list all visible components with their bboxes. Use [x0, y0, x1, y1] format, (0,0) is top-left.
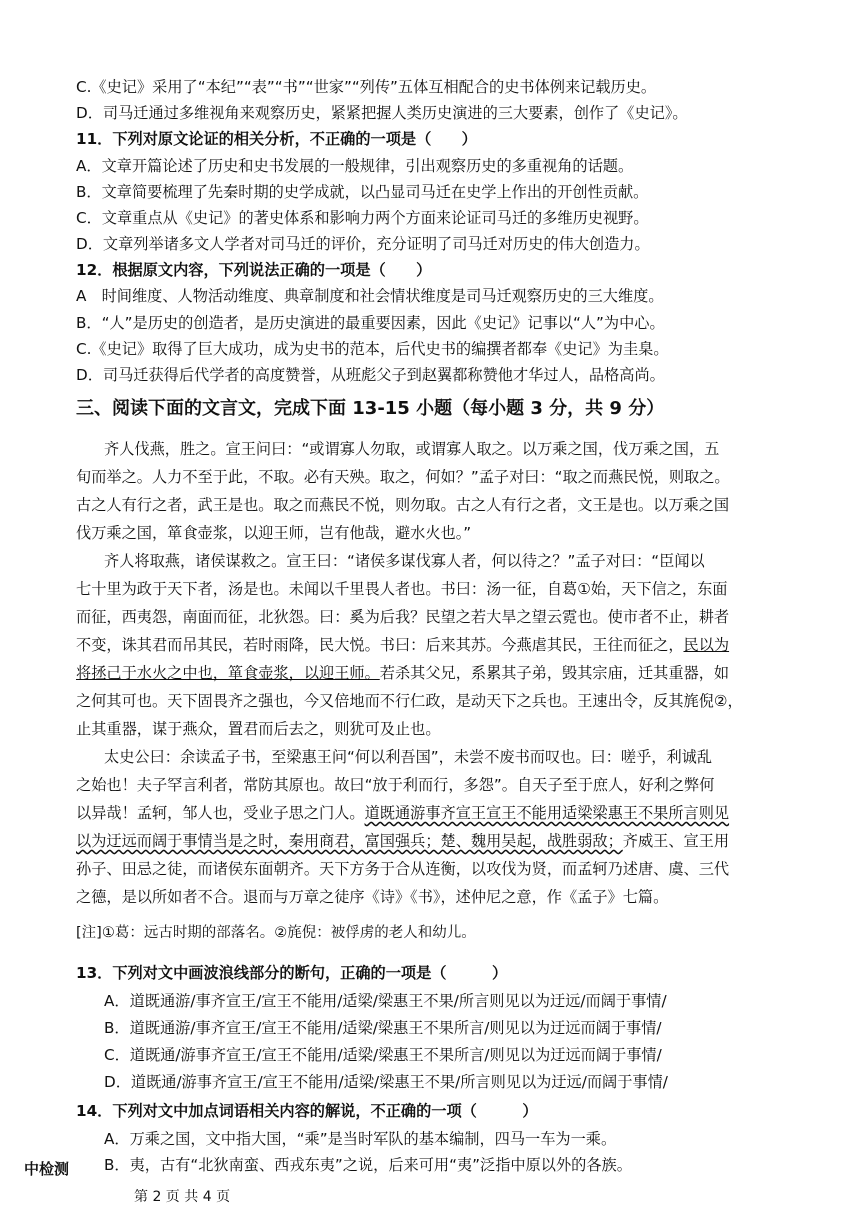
passage-line: 之始也！夫子罕言利者，常防其原也。故曰“放于利而行，多怨”。自天子至于庶人，好利之弊何 [76, 776, 715, 794]
passage-line: 之德，是以所如者不合。退而与万章之徒序《诗》《书》，述仲尼之意，作《孟子》七篇。 [76, 888, 669, 906]
wavy-underlined-text: 道既通游事齐宣王宣王不能用适梁梁惠王不果所言则见 [364, 804, 730, 822]
q10-option-c: C.《史记》采用了“本纪”“表”“书”“世家”“列传”五体互相配合的史书体例来记载历史。 [76, 78, 657, 96]
passage-line: 旬而举之。人力不至于此，不取。必有天殃。取之，何如？”孟子对曰：“取之而燕民悦，则取之。 [76, 468, 730, 486]
passage-line: 古之人有行之者，武王是也。取之而燕民不悦，则勿取。古之人有行之者，文王是也。以万乘之国 [76, 496, 730, 514]
passage-line [76, 660, 729, 686]
passage-line: 止其重器，谋于燕众，置君而后去之，则犹可及止也。 [76, 720, 441, 738]
passage-text: 齐威王、宣王用 [622, 832, 730, 850]
q11-option-a: A．文章开篇论述了历史和史书发展的一般规律，引出观察历史的多重视角的话题。 [76, 157, 634, 175]
section-heading: 三、阅读下面的文言文，完成下面 13-15 小题（每小题 3 分，共 9 分） [76, 398, 665, 419]
passage-line: 之何其可也。天下固畏齐之强也，今又倍地而不行仁政，是动天下之兵也。王速出令，反其旄倪②， [76, 692, 743, 710]
passage-line: 而征，西夷怨，南面而征，北狄怨。曰：奚为后我？民望之若大旱之望云霓也。使市者不止，耕者 [76, 608, 730, 626]
passage-line [76, 828, 729, 854]
q11-option-b: B．文章简要梳理了先秦时期的史学成就，以凸显司马迁在史学上作出的开创性贡献。 [76, 183, 649, 201]
q13-option-b: B．道既通游/事齐宣王/宣王不能用/适梁/梁惠王不果所言/则见以为迂远而阔于事情/ [104, 1019, 662, 1037]
q11-option-d: D．文章列举诸多文人学者对司马迁的评价，充分证明了司马迁对历史的伟大创造力。 [76, 235, 650, 253]
q11-stem: 11．下列对原文论证的相关分析，不正确的一项是（ ） [76, 130, 477, 148]
passage-text: 不变，诛其君而吊其民，若时雨降，民大悦。书曰：后来其苏。今燕虐其民，王往而征之， [76, 636, 684, 654]
q13-option-c: C．道既通/游事齐宣王/宣王不能用/适梁/梁惠王不果所言/则见以为迂远而阔于事情/ [104, 1046, 662, 1064]
passage-note: [注]①葛：远古时期的部落名。②旄倪：被俘虏的老人和幼儿。 [76, 925, 476, 941]
q10-option-d: D．司马迁通过多维视角来观察历史，紧紧把握人类历史演进的三大要素，创作了《史记》。 [76, 104, 688, 122]
passage-line: 孙子、田忌之徒，而诸侯东面朝齐。天下方务于合从连衡，以攻伐为贤，而孟轲乃述唐、虞、三代 [76, 860, 730, 878]
q12-stem: 12．根据原文内容，下列说法正确的一项是（ ） [76, 261, 432, 279]
q12-option-b: B．“人”是历史的创造者，是历史演进的最重要因素，因此《史记》记事以“人”为中心。 [76, 314, 665, 332]
q13-stem: 13．下列对文中画波浪线部分的断句，正确的一项是（ ） [76, 964, 508, 982]
underlined-text: 将拯己于水火之中也，箪食壶浆，以迎王师。 [76, 664, 380, 682]
q11-option-c: C．文章重点从《史记》的著史体系和影响力两个方面来论证司马迁的多维历史视野。 [76, 209, 649, 227]
q14-option-b: B．夷，古有“北狄南蛮、西戎东夷”之说，后来可用“夷”泛指中原以外的各族。 [104, 1156, 632, 1174]
q14-option-a: A．万乘之国，文中指大国，“乘”是当时军队的基本编制，四马一车为一乘。 [104, 1130, 617, 1148]
q12-option-c: C.《史记》取得了巨大成功，成为史书的范本，后代史书的编撰者都奉《史记》为圭臬。 [76, 340, 669, 358]
underlined-text: 民以为 [683, 636, 730, 654]
footer-exam-name: 中检测 [24, 1160, 70, 1178]
passage-line [76, 632, 729, 658]
q12-option-d: D．司马迁获得后代学者的高度赞誉，从班彪父子到赵翼都称赞他才华过人，品格高尚。 [76, 366, 665, 384]
passage-line: 太史公曰：余读孟子书，至梁惠王问“何以利吾国”，未尝不废书而叹也。曰：嗟乎，利诚乱 [104, 748, 713, 766]
wavy-underlined-text: 以为迂远而阔于事情当是之时，秦用商君，富国强兵；楚、魏用吴起，战胜弱敌； [76, 832, 623, 850]
page-number: 第 2 页 共 4 页 [134, 1189, 231, 1205]
passage-line: 齐人伐燕，胜之。宣王问曰：“或谓寡人勿取，或谓寡人取之。以万乘之国，伐万乘之国，五 [104, 440, 720, 458]
q14-stem: 14．下列对文中加点词语相关内容的解说，不正确的一项（ ） [76, 1102, 538, 1120]
passage-text: 若杀其父兄，系累其子弟，毁其宗庙，迁其重器，如 [379, 664, 730, 682]
passage-line: 七十里为政于天下者，汤是也。未闻以千里畏人者也。书曰：汤一征，自葛①始，天下信之，东面 [76, 580, 728, 598]
q13-option-a: A．道既通游/事齐宣王/宣王不能用/适梁/梁惠王不果/所言则见以为迂远/而阔于事情/ [104, 992, 667, 1010]
passage-text: 以异哉！孟轲，邹人也，受业子思之门人。 [76, 804, 365, 822]
q12-option-a: A 时间维度、人物活动维度、典章制度和社会情状维度是司马迁观察历史的三大维度。 [76, 287, 664, 305]
q13-option-d: D．道既通/游事齐宣王/宣王不能用/适梁/梁惠王不果/所言则见以为迂远/而阔于事情/ [104, 1073, 668, 1091]
passage-line [76, 800, 729, 826]
passage-line: 齐人将取燕，诸侯谋救之。宣王曰：“诸侯多谋伐寡人者，何以待之？”孟子对曰：“臣闻以 [104, 552, 705, 570]
passage-line: 伐万乘之国，箪食壶浆，以迎王师，岂有他哉，避水火也。” [76, 524, 472, 542]
